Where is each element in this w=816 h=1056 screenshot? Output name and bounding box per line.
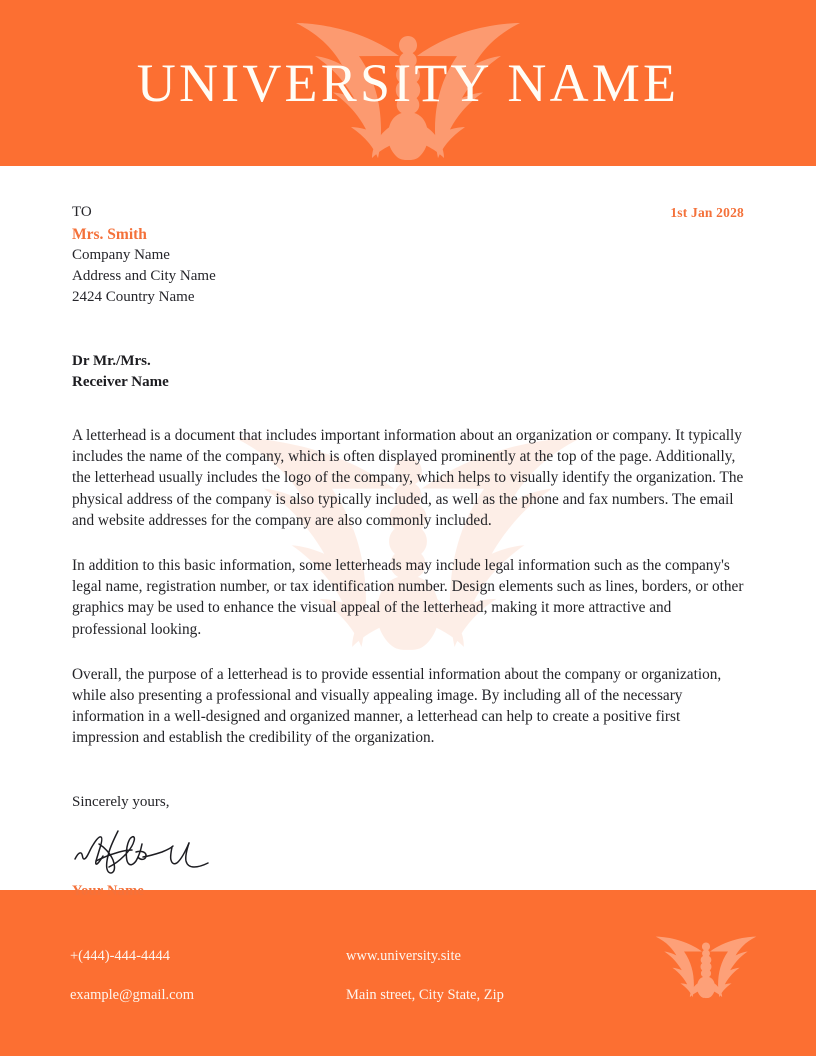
letter-body xyxy=(0,166,816,899)
letter-paragraphs xyxy=(72,425,744,749)
letter-content xyxy=(0,166,816,900)
letterhead-header xyxy=(0,0,816,166)
closing-text: Sincerely yours, xyxy=(72,793,170,810)
recipient-address-line: 2424 Country Name xyxy=(72,289,195,305)
footer-location-column xyxy=(346,949,504,1003)
recipient-name: Mrs. Smith xyxy=(72,226,147,243)
handwritten-signature-icon xyxy=(72,821,222,877)
letter-date: 1st Jan 2028 xyxy=(670,205,744,220)
recipient-address-line: Address and City Name xyxy=(72,268,216,284)
footer-email[interactable]: example@gmail.com xyxy=(70,987,195,1003)
salutation-block xyxy=(72,351,744,393)
to-label: TO xyxy=(72,204,92,220)
eagle-logo-icon xyxy=(654,928,758,1000)
footer-phone[interactable]: +(444)-444-4444 xyxy=(70,948,170,964)
footer-address: Main street, City State, Zip xyxy=(346,987,504,1003)
letter-paragraph: In addition to this basic information, some letterheads may include legal information such as the company's legal name, registration number, or tax identification number. Design elements such as lines, borders, or other graphics may be used to enhance the visual appeal of the letterhead, making it more attractive and professional looking. xyxy=(72,557,744,638)
letter-paragraph: Overall, the purpose of a letterhead is to provide essential information about the company or organization, while also presenting a professional and visually appealing image. By including all of the necessary information in a well-designed and organized manner, a letterhead can help to create a positive first impression and establish the credibility of the organization. xyxy=(72,665,722,747)
university-name-title: UNIVERSITY NAME xyxy=(136,53,680,113)
signoff-block xyxy=(72,792,744,900)
footer-contact-column xyxy=(70,949,194,1003)
salutation-line: Receiver Name xyxy=(72,374,169,390)
recipient-address-line: Company Name xyxy=(72,247,170,263)
letter-paragraph: A letterhead is a document that includes important information about an organization or company. It typically includes the name of the company, which is often displayed prominently at the top of the page. Additionally, the letterhead usually includes the logo of the company, which helps to visually identify the organization. The physical address of the company is also typically included, as well as the phone and fax numbers. The email and website addresses for the company are also commonly included. xyxy=(72,427,744,529)
letterhead-footer xyxy=(0,890,816,1056)
recipient-block xyxy=(72,166,744,308)
salutation-line: Dr Mr./Mrs. xyxy=(72,353,151,369)
signer-name: Your Name xyxy=(72,882,145,899)
footer-website[interactable]: www.university.site xyxy=(346,948,461,964)
